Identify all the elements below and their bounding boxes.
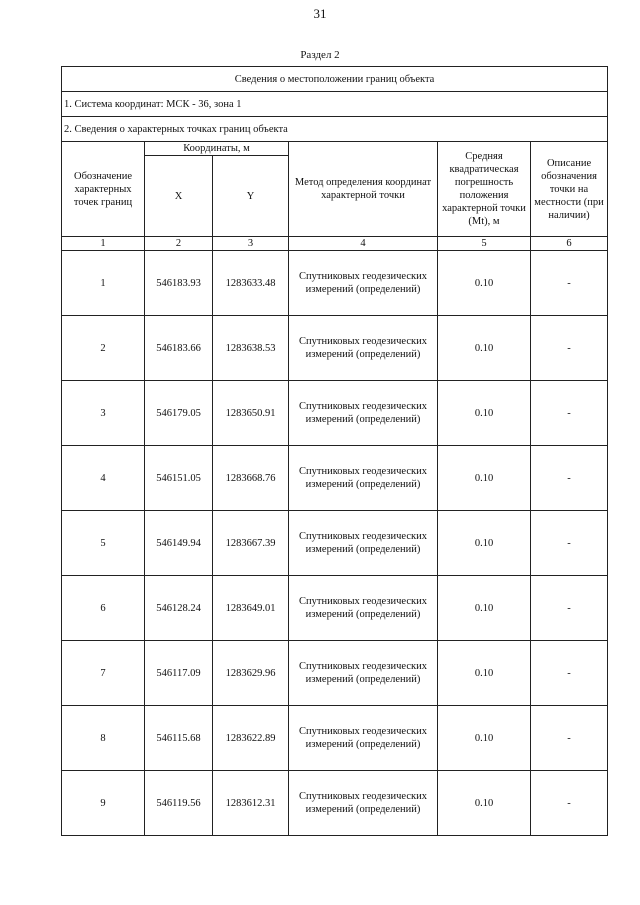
- error-cell: 0.10: [438, 316, 531, 381]
- error-cell: 0.10: [438, 641, 531, 706]
- x-coordinate-cell: 546119.56: [145, 771, 213, 836]
- description-cell: -: [531, 511, 608, 576]
- header-y: Y: [213, 156, 289, 237]
- x-coordinate-cell: 546183.93: [145, 251, 213, 316]
- y-coordinate-cell: 1283622.89: [213, 706, 289, 771]
- table-banner: Сведения о местоположении границ объекта: [62, 67, 608, 92]
- table-row: [62, 641, 608, 706]
- error-cell: 0.10: [438, 706, 531, 771]
- x-coordinate-cell: 546128.24: [145, 576, 213, 641]
- method-cell: Спутниковых геодезических измерений (определений): [289, 446, 438, 511]
- header-description: Описание обозначения точки на местности (при наличии): [531, 142, 608, 237]
- column-number: 4: [289, 237, 438, 251]
- boundary-points-table: [61, 66, 608, 836]
- column-number: 1: [62, 237, 145, 251]
- table-row: [62, 511, 608, 576]
- y-coordinate-cell: 1283629.96: [213, 641, 289, 706]
- y-coordinate-cell: 1283638.53: [213, 316, 289, 381]
- x-coordinate-cell: 546179.05: [145, 381, 213, 446]
- error-cell: 0.10: [438, 251, 531, 316]
- x-coordinate-cell: 546115.68: [145, 706, 213, 771]
- table-row: [62, 706, 608, 771]
- description-cell: -: [531, 251, 608, 316]
- description-cell: -: [531, 381, 608, 446]
- page-number: 31: [313, 6, 327, 21]
- description-cell: -: [531, 316, 608, 381]
- y-coordinate-cell: 1283633.48: [213, 251, 289, 316]
- method-cell: Спутниковых геодезических измерений (определений): [289, 251, 438, 316]
- column-number: 3: [213, 237, 289, 251]
- description-cell: -: [531, 641, 608, 706]
- y-coordinate-cell: 1283650.91: [213, 381, 289, 446]
- description-cell: -: [531, 446, 608, 511]
- column-number: 2: [145, 237, 213, 251]
- x-coordinate-cell: 546117.09: [145, 641, 213, 706]
- header-error: Средняя квадратическая погрешность положения характерной точки (Mt), м: [438, 142, 531, 237]
- description-cell: -: [531, 771, 608, 836]
- point-number-cell: 6: [62, 576, 145, 641]
- coordinate-system-line: 1. Система координат: МСК - 36, зона 1: [62, 92, 608, 117]
- point-number-cell: 5: [62, 511, 145, 576]
- error-cell: 0.10: [438, 511, 531, 576]
- method-cell: Спутниковых геодезических измерений (определений): [289, 511, 438, 576]
- header-coordinates: Координаты, м: [145, 142, 289, 156]
- table-row: [62, 576, 608, 641]
- y-coordinate-cell: 1283667.39: [213, 511, 289, 576]
- points-caption: 2. Сведения о характерных точках границ объекта: [62, 117, 608, 142]
- method-cell: Спутниковых геодезических измерений (определений): [289, 576, 438, 641]
- method-cell: Спутниковых геодезических измерений (определений): [289, 316, 438, 381]
- method-cell: Спутниковых геодезических измерений (определений): [289, 641, 438, 706]
- x-coordinate-cell: 546183.66: [145, 316, 213, 381]
- description-cell: -: [531, 576, 608, 641]
- point-number-cell: 4: [62, 446, 145, 511]
- y-coordinate-cell: 1283649.01: [213, 576, 289, 641]
- point-number-cell: 7: [62, 641, 145, 706]
- table-row: [62, 316, 608, 381]
- point-number-cell: 3: [62, 381, 145, 446]
- column-number: 5: [438, 237, 531, 251]
- point-number-cell: 2: [62, 316, 145, 381]
- header-method: Метод определения координат характерной точки: [289, 142, 438, 237]
- table-row: [62, 771, 608, 836]
- error-cell: 0.10: [438, 446, 531, 511]
- column-number: 6: [531, 237, 608, 251]
- method-cell: Спутниковых геодезических измерений (определений): [289, 771, 438, 836]
- point-number-cell: 8: [62, 706, 145, 771]
- method-cell: Спутниковых геодезических измерений (определений): [289, 381, 438, 446]
- y-coordinate-cell: 1283668.76: [213, 446, 289, 511]
- table-row: [62, 381, 608, 446]
- point-number-cell: 9: [62, 771, 145, 836]
- description-cell: -: [531, 706, 608, 771]
- header-x: X: [145, 156, 213, 237]
- section-title: Раздел 2: [300, 49, 340, 61]
- table-row: [62, 446, 608, 511]
- y-coordinate-cell: 1283612.31: [213, 771, 289, 836]
- error-cell: 0.10: [438, 771, 531, 836]
- table-row: [62, 251, 608, 316]
- point-number-cell: 1: [62, 251, 145, 316]
- column-number-row: [62, 237, 608, 251]
- method-cell: Спутниковых геодезических измерений (определений): [289, 706, 438, 771]
- error-cell: 0.10: [438, 576, 531, 641]
- header-designation: Обозначение характерных точек границ: [62, 142, 145, 237]
- error-cell: 0.10: [438, 381, 531, 446]
- x-coordinate-cell: 546149.94: [145, 511, 213, 576]
- x-coordinate-cell: 546151.05: [145, 446, 213, 511]
